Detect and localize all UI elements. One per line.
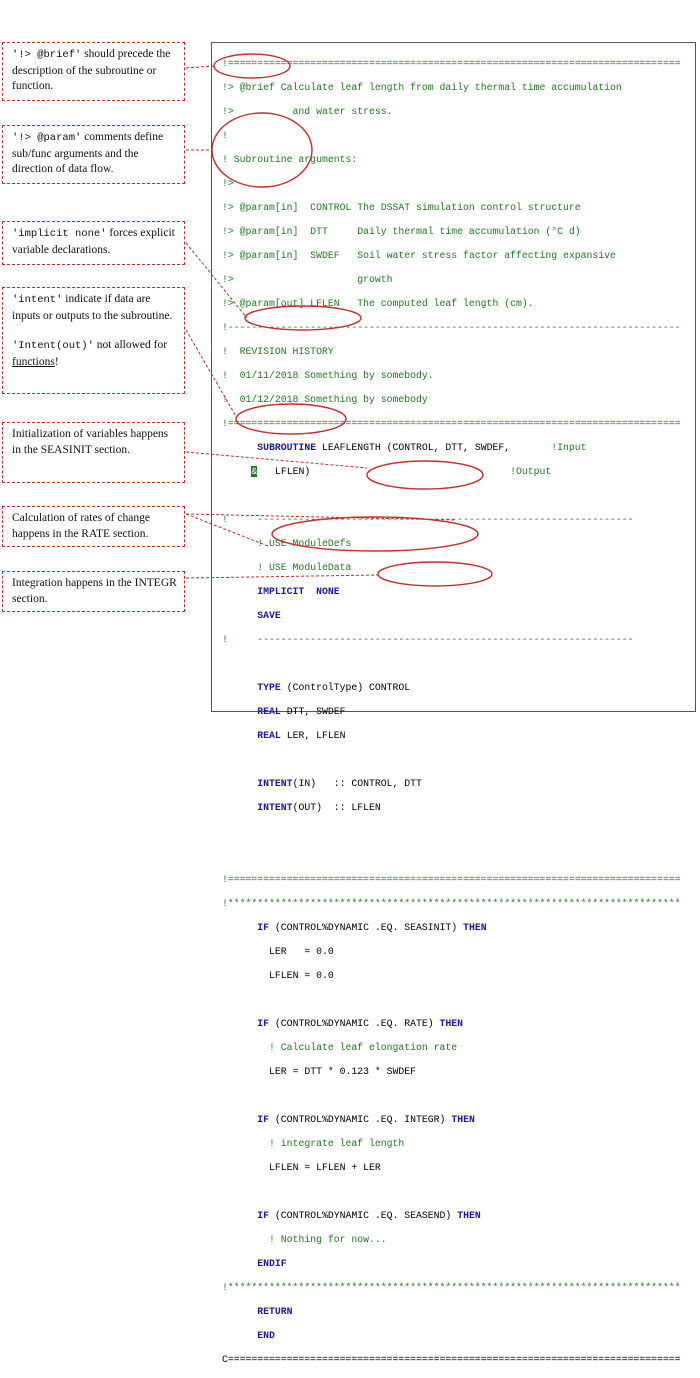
- callout-brief-code: '!> @brief': [12, 49, 82, 61]
- callout-brief-text: should precede the description of the subroutine or function.: [12, 48, 171, 92]
- param-line: !> @param[in] SWDEF Soil water stress factor affecting expansive: [222, 250, 616, 261]
- code-line: [222, 442, 681, 454]
- intent-out-decl: (OUT) :: LFLEN: [292, 802, 381, 813]
- real-decl: LER, LFLEN: [280, 730, 346, 741]
- code-line: [222, 82, 681, 94]
- if-condition: (CONTROL%DYNAMIC .EQ. SEASINIT): [269, 922, 464, 933]
- brief-text: Calculate leaf length from daily thermal time accumulation: [274, 82, 622, 93]
- assignment: LER = 0.0: [269, 946, 334, 957]
- leader-brief: [186, 66, 214, 68]
- code-line: [222, 1210, 681, 1222]
- assignment: LFLEN = 0.0: [269, 970, 334, 981]
- callout-integr-text: Integration happens in the INTEGR section.: [12, 577, 177, 605]
- code-line: [222, 1186, 681, 1198]
- kw-then: THEN: [439, 1018, 464, 1029]
- code-line: [222, 778, 681, 790]
- code-line: [222, 706, 681, 718]
- code-line: [222, 1234, 681, 1246]
- kw-then: THEN: [463, 922, 487, 933]
- continuation-text: LFLEN): [257, 466, 311, 477]
- callout-param: [2, 125, 185, 184]
- callout-seasinit: [2, 422, 185, 483]
- code-line: !>: [222, 178, 234, 189]
- code-comment: ! Calculate leaf elongation rate: [269, 1042, 458, 1053]
- param-line: !> @param[in] DTT Daily thermal time accumulation (°C d): [222, 226, 581, 237]
- code-panel: [211, 42, 696, 1365]
- code-line: ! ----------------------------------------------------------------: [222, 514, 634, 525]
- if-condition: (CONTROL%DYNAMIC .EQ. INTEGR): [269, 1114, 452, 1125]
- functions-link[interactable]: functions: [12, 355, 55, 368]
- code-line: [222, 850, 681, 862]
- kw-if: IF: [257, 1018, 270, 1029]
- callout-seasinit-text: Initialization of variables happens in the SEASINIT section.: [12, 428, 169, 456]
- output-comment: !Output: [510, 466, 552, 477]
- subroutine-signature: LEAFLENGTH (CONTROL, DTT, SWDEF,: [316, 442, 552, 453]
- code-comment: ! Nothing for now...: [269, 1234, 387, 1245]
- code-line: [222, 1138, 681, 1150]
- kw-then: THEN: [451, 1114, 475, 1125]
- callout-intent: [2, 287, 185, 394]
- kw-end: END: [257, 1330, 275, 1341]
- code-listing: [222, 46, 681, 1378]
- callout-intent-out-text: not allowed for: [93, 339, 168, 351]
- code-line: !> and water stress.: [222, 106, 393, 117]
- use-comment: ! USE ModuleData: [257, 562, 352, 573]
- code-line: [222, 922, 681, 934]
- assignment: LER = DTT * 0.123 * SWDEF: [269, 1066, 417, 1077]
- code-line: [222, 802, 681, 814]
- param-line: !> @param[out] LFLEN The computed leaf length (cm).: [222, 298, 534, 309]
- input-comment: !Input: [551, 442, 587, 453]
- code-line: [222, 538, 681, 550]
- code-line: [222, 610, 681, 622]
- code-line: [222, 1090, 681, 1102]
- code-line: [222, 682, 681, 694]
- code-line: C=============================================================================: [222, 1354, 681, 1365]
- use-comment: ! USE ModuleDefs: [257, 538, 352, 549]
- callout-implicit-text: forces explicit variable declarations.: [12, 227, 175, 256]
- code-line: [222, 970, 681, 982]
- callout-intent-text: indicate if data are inputs or outputs to the subroutine.: [12, 293, 173, 322]
- kw-implicit-none: IMPLICIT NONE: [257, 586, 340, 597]
- callout-rate: [2, 506, 185, 547]
- assignment: LFLEN = LFLEN + LER: [269, 1162, 381, 1173]
- param-line: !> @param[in] CONTROL The DSSAT simulation control structure: [222, 202, 581, 213]
- callout-intent-code: 'intent': [12, 294, 63, 306]
- code-line: [222, 466, 681, 478]
- kw-if: IF: [257, 1114, 270, 1125]
- real-decl: DTT, SWDEF: [280, 706, 346, 717]
- code-line: [222, 994, 681, 1006]
- kw-intent: INTENT: [257, 778, 293, 789]
- code-line: [222, 562, 681, 574]
- callout-intent-out-code: 'Intent(out)': [12, 340, 94, 352]
- code-comment: ! integrate leaf length: [269, 1138, 405, 1149]
- code-line: !-----------------------------------------------------------------------------: [222, 322, 681, 333]
- callout-param-code: '!> @param': [12, 132, 82, 144]
- code-line: ! 01/12/2018 Something by somebody: [222, 394, 428, 405]
- code-line: !=============================================================================: [222, 58, 681, 69]
- kw-intent: INTENT: [257, 802, 293, 813]
- code-line: !*****************************************************************************: [222, 898, 681, 909]
- kw-return: RETURN: [257, 1306, 293, 1317]
- kw-if: IF: [257, 1210, 270, 1221]
- code-line: !: [222, 130, 228, 141]
- if-condition: (CONTROL%DYNAMIC .EQ. SEASEND): [269, 1210, 458, 1221]
- callout-intent-out-end: !: [54, 355, 59, 368]
- code-line: ! ----------------------------------------------------------------: [222, 634, 634, 645]
- callout-integr: [2, 571, 185, 612]
- code-line: [222, 1066, 681, 1078]
- kw-save: SAVE: [257, 610, 281, 621]
- param-line: !> growth: [222, 274, 393, 285]
- code-line: [222, 730, 681, 742]
- kw-type: TYPE: [257, 682, 281, 693]
- kw-subroutine: SUBROUTINE: [257, 442, 317, 453]
- callout-brief: [2, 42, 185, 101]
- code-line: [222, 1306, 681, 1318]
- code-line: ! Subroutine arguments:: [222, 154, 358, 165]
- brief-tag: !> @brief: [222, 82, 275, 93]
- code-line: ! REVISION HISTORY: [222, 346, 334, 357]
- callout-implicit-code: 'implicit none': [12, 228, 107, 240]
- type-decl: (ControlType) CONTROL: [280, 682, 411, 693]
- callout-rate-text: Calculation of rates of change happens in the RATE section.: [12, 512, 150, 540]
- code-line: [222, 1042, 681, 1054]
- code-line: [222, 826, 681, 838]
- code-line: ! 01/11/2018 Something by somebody.: [222, 370, 434, 381]
- kw-if: IF: [257, 922, 270, 933]
- code-line: [222, 1162, 681, 1174]
- code-line: [222, 754, 681, 766]
- callout-implicit: [2, 221, 185, 265]
- kw-then: THEN: [457, 1210, 481, 1221]
- code-line: [222, 1018, 681, 1030]
- code-line: !=============================================================================: [222, 418, 681, 429]
- if-condition: (CONTROL%DYNAMIC .EQ. RATE): [269, 1018, 440, 1029]
- code-line: [222, 1258, 681, 1270]
- intent-in-decl: (IN) :: CONTROL, DTT: [292, 778, 422, 789]
- code-line: [222, 586, 681, 598]
- callout-param-text: comments define sub/func arguments and the direction of data flow.: [12, 131, 164, 175]
- continuation-mark: &: [251, 466, 258, 477]
- code-line: !=============================================================================: [222, 874, 681, 885]
- code-line: [222, 946, 681, 958]
- kw-real: REAL: [257, 730, 281, 741]
- code-line: !*****************************************************************************: [222, 1282, 681, 1293]
- code-line: [222, 658, 681, 670]
- code-line: [222, 1114, 681, 1126]
- code-line: [222, 490, 681, 502]
- kw-endif: ENDIF: [257, 1258, 287, 1269]
- code-line: [222, 1330, 681, 1342]
- kw-real: REAL: [257, 706, 281, 717]
